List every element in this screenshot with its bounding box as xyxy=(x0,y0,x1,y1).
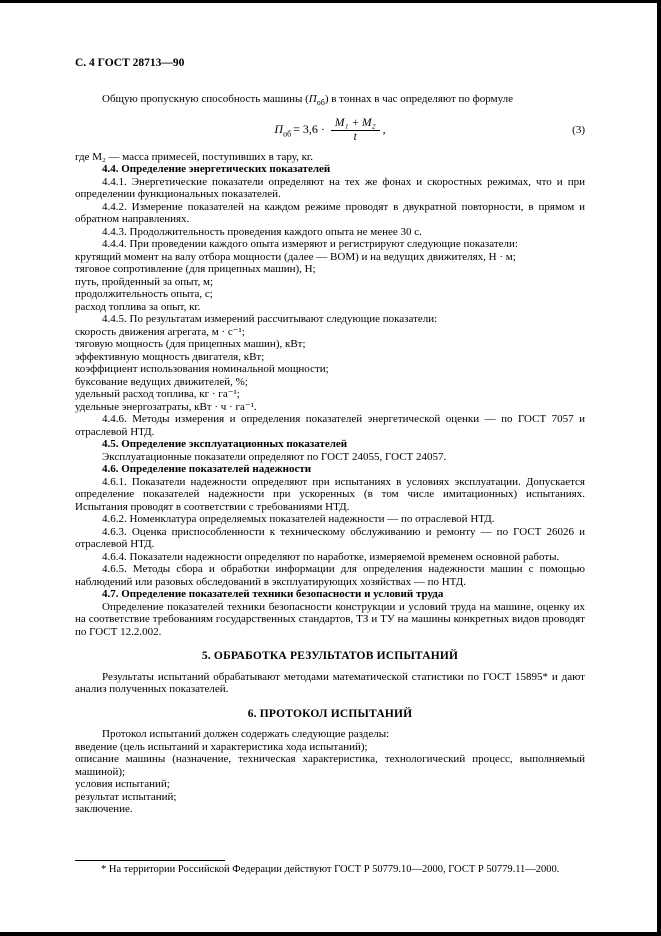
formula-expression xyxy=(274,116,386,143)
list-item: расход топлива за опыт, кг. xyxy=(75,300,201,313)
clause-4-4-5: 4.4.5. По результатам измерений рассчитывают следующие показатели: xyxy=(102,313,438,326)
where-clause: где M₂ — масса примесей, поступивших в тару, кг. xyxy=(75,150,313,163)
formula-variable-subscript: об xyxy=(316,98,325,108)
clause-4-6-1: 4.6.1. Показатели надежности определяют при испытаниях в условиях эксплуатации. Допускается определение показателей надежности при ускоренных (в том числе имитационных) испытаниях. Испытания проводят в соответствии с требованиями НТД. xyxy=(75,475,585,513)
clause-4-4-4: 4.4.4. При проведении каждого опыта измеряют и регистрируют следующие показатели: xyxy=(102,238,518,251)
formula-operator: = 3,6 · xyxy=(293,121,325,136)
intro-text-before: Общую пропускную способность машины ( xyxy=(102,93,309,105)
clause-4-4-2: 4.4.2. Измерение показателей на каждом режиме проводят в двукратной повторности, в прямом и обратном направлениях. xyxy=(75,200,585,226)
footnote-text: * На территории Российской Федерации действуют ГОСТ Р 50779.10—2000, ГОСТ Р 50779.11—2000. xyxy=(101,864,560,875)
list-item: описание машины (назначение, техническая характеристика, технологический процесс, выполняемый машиной); xyxy=(75,753,585,778)
list-item: заключение. xyxy=(75,803,133,816)
list-item: крутящий момент на валу отбора мощности (далее — ВОМ) и на ведущих движителях, Н · м; xyxy=(75,250,516,263)
clause-4-4-heading: 4.4. Определение энергетических показателей xyxy=(102,163,331,176)
clause-4-4-1: 4.4.1. Энергетические показатели определяют на тех же фонах и скоростных режимах, что и при определении функциональных показателей. xyxy=(75,175,585,201)
list-item: коэффициент использования номинальной мощности; xyxy=(75,363,329,376)
list-item: условия испытаний; xyxy=(75,778,170,791)
intro-paragraph xyxy=(75,93,585,110)
list-item: тяговую мощность (для прицепных машин), кВт; xyxy=(75,338,306,351)
clause-4-6-5: 4.6.5. Методы сбора и обработки информации для определения надежности машин с помощью наблюдений или разовых обследований в эксплуатирующих хозяйствах — по НТД. xyxy=(75,563,585,588)
footnote-separator xyxy=(75,860,225,861)
equation-number: (3) xyxy=(572,124,585,137)
list-item: удельные энергозатраты, кВт · ч · га⁻¹. xyxy=(75,400,257,413)
clause-4-4-6: 4.4.6. Методы измерения и определения показателей энергетической оценки — по ГОСТ 7057 и отраслевой НТД. xyxy=(75,413,585,438)
formula-lhs: П xyxy=(274,121,284,136)
clause-4-5-body: Эксплуатационные показатели определяют по ГОСТ 24055, ГОСТ 24057. xyxy=(102,450,447,463)
paragraphs xyxy=(75,151,585,816)
clause-4-6-3: 4.6.3. Оценка приспособленности к техническому обслуживанию и ремонту — по ГОСТ 26026 и отраслевой НТД. xyxy=(75,525,585,551)
page-header: С. 4 ГОСТ 28713—90 xyxy=(75,57,185,69)
formula-row xyxy=(75,110,585,151)
list-item: скорость движения агрегата, м · с⁻¹; xyxy=(75,325,245,338)
section-5-body: Результаты испытаний обрабатывают методами математической статистики по ГОСТ 15895* и дают анализ полученных показателей. xyxy=(75,670,585,696)
list-item: буксование ведущих движителей, %; xyxy=(75,375,248,388)
list-item: удельный расход топлива, кг · га⁻¹; xyxy=(75,388,240,401)
formula-numerator: M₁ + M₂ xyxy=(331,117,380,131)
clause-4-5-heading: 4.5. Определение эксплуатационных показателей xyxy=(102,438,348,451)
formula-comma: , xyxy=(382,121,386,136)
list-item: продолжительность опыта, с; xyxy=(75,288,213,301)
formula-fraction xyxy=(331,117,380,144)
clause-4-7-heading: 4.7. Определение показателей техники безопасности и условий труда xyxy=(102,588,444,601)
list-item: путь, пройденный за опыт, м; xyxy=(75,275,214,288)
footnote xyxy=(75,860,585,876)
list-item: введение (цель испытаний и характеристика хода испытаний); xyxy=(75,740,368,753)
section-6-intro: Протокол испытаний должен содержать следующие разделы: xyxy=(102,728,390,741)
clause-4-7-body: Определение показателей техники безопасности конструкции и условий труда на машине, оценку их на соответствие требованиям государственных стандартов, ТЗ и ТУ на машины конкретных видов проводят по ГОСТ 12.2.002. xyxy=(75,600,585,638)
clause-4-6-heading: 4.6. Определение показателей надежности xyxy=(102,463,312,476)
clause-4-6-4: 4.6.4. Показатели надежности определяют по наработке, измеряемой временем основной работы. xyxy=(102,550,560,563)
formula-lhs-subscript: об xyxy=(283,129,292,139)
list-item: тяговое сопротивление (для прицепных машин), Н; xyxy=(75,263,316,276)
section-5-heading: 5. ОБРАБОТКА РЕЗУЛЬТАТОВ ИСПЫТАНИЙ xyxy=(201,650,459,663)
clause-4-6-2: 4.6.2. Номенклатура определяемых показателей надежности — по отраслевой НТД. xyxy=(102,513,495,526)
section-6-heading: 6. ПРОТОКОЛ ИСПЫТАНИЙ xyxy=(247,707,413,720)
list-item: эффективную мощность двигателя, кВт; xyxy=(75,350,265,363)
page-content xyxy=(75,3,585,816)
list-item: результат испытаний; xyxy=(75,790,177,803)
clause-4-4-3: 4.4.3. Продолжительность проведения каждого опыта не менее 30 с. xyxy=(102,225,422,238)
formula-denominator: t xyxy=(353,130,357,143)
intro-text-after: ) в тоннах в час определяют по формуле xyxy=(324,93,513,105)
formula-variable: П xyxy=(308,93,317,105)
